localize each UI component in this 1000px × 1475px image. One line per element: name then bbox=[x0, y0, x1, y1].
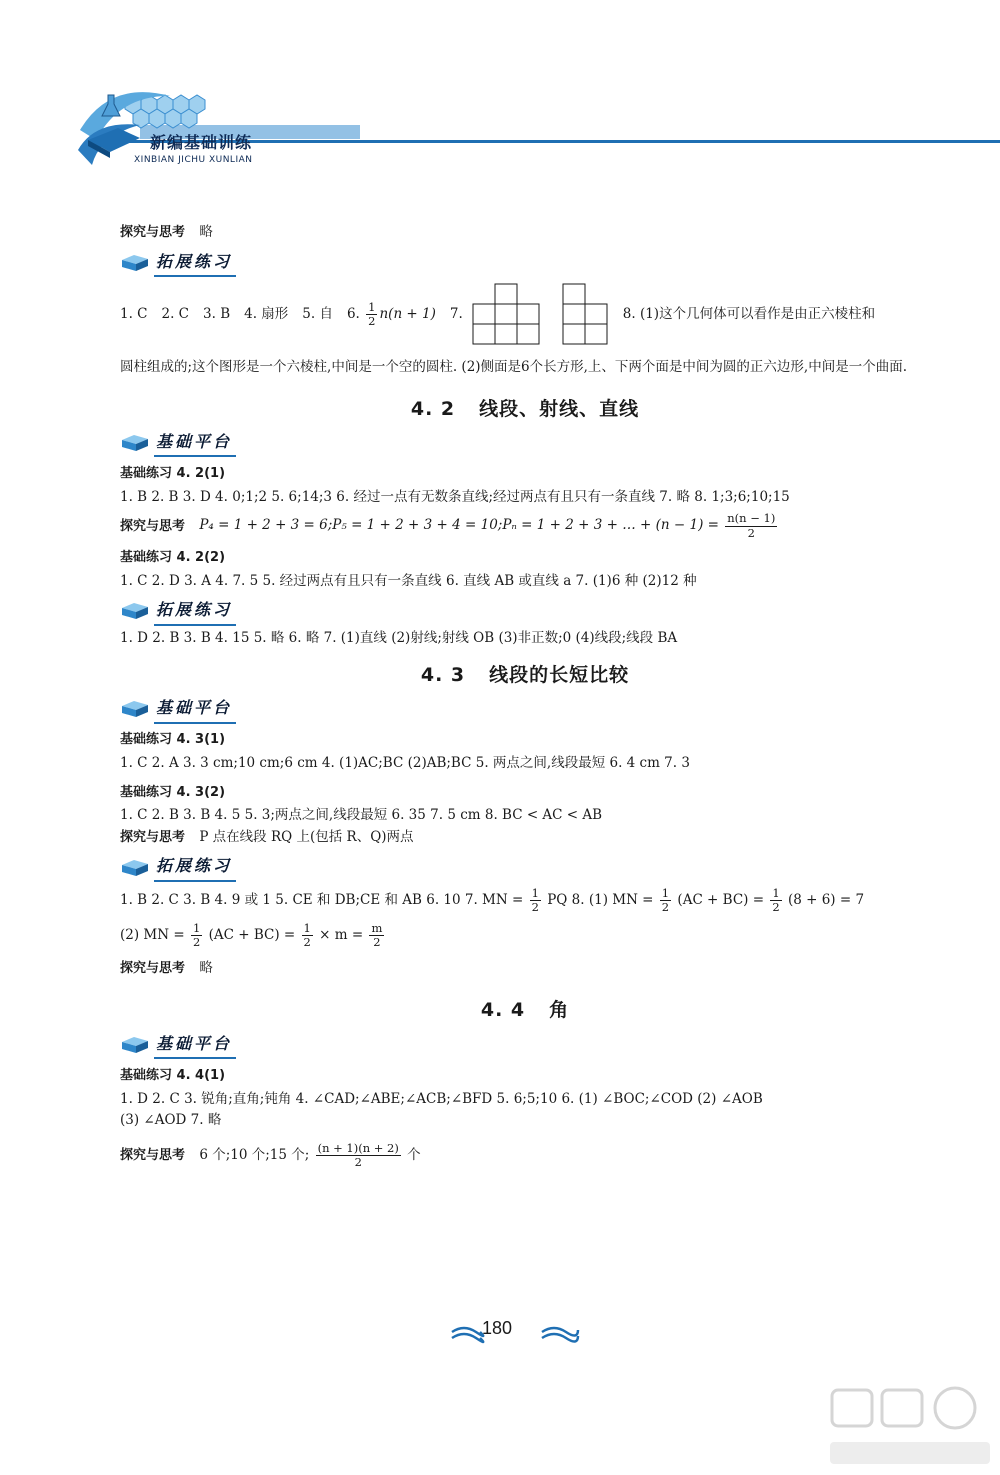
answer-item: 4. 扇形 bbox=[244, 306, 289, 322]
fraction-den: 2 bbox=[303, 935, 311, 950]
fraction-num: n(n − 1) bbox=[727, 511, 776, 526]
cube-icon bbox=[120, 253, 150, 273]
answer-segment: × m = bbox=[319, 927, 364, 944]
fraction-num: m bbox=[371, 921, 383, 936]
cube-icon bbox=[120, 433, 150, 453]
answer-segment: PQ 8. (1) MN = bbox=[547, 892, 654, 908]
fraction-den: 2 bbox=[373, 935, 381, 950]
answer-segment: (2) MN = bbox=[120, 927, 185, 944]
fraction-num: 1 bbox=[661, 885, 670, 900]
answer-line bbox=[120, 887, 930, 914]
tanjiu-formula: P₄ = 1 + 2 + 3 = 6;P₅ = 1 + 2 + 3 + 4 = 10;Pₙ = 1 + 2 + 3 + … + (n − 1) = bbox=[199, 517, 719, 534]
answer-6-expr: n(n + 1) bbox=[379, 306, 436, 323]
tanjiu-answer: 略 bbox=[199, 224, 213, 240]
answer-line: 1. C 2. D 3. A 4. 7. 5 5. 经过两点有且只有一条直线 6. 直线 AB 或直线 a 7. (1)6 种 (2)12 种 bbox=[120, 572, 697, 589]
section-title-4-3 bbox=[120, 660, 930, 690]
cube-icon bbox=[120, 601, 150, 621]
tanjiu-label: 探究与思考 bbox=[120, 1148, 186, 1164]
exercise-label: 基础练习 4. 4(1) bbox=[120, 1067, 226, 1083]
page-number: 180 bbox=[482, 1318, 513, 1338]
cube-icon bbox=[120, 858, 150, 878]
answer-segment: (8 + 6) = 7 bbox=[787, 892, 865, 908]
header-title: 新编基础训练 bbox=[150, 133, 253, 152]
page-header bbox=[0, 0, 1000, 200]
answer-line: 1. D 2. B 3. B 4. 15 5. 略 6. 略 7. (1)直线 (2)射线;射线 OB (3)非正数;0 (4)线段;线段 BA bbox=[120, 630, 678, 647]
answer-7-prefix: 7. bbox=[449, 306, 463, 322]
fraction bbox=[725, 512, 777, 539]
tanjiu-row bbox=[120, 1142, 930, 1169]
fraction-den: 2 bbox=[661, 900, 670, 914]
fraction-den: 2 bbox=[747, 525, 755, 540]
answer-line: 1. C 2. B 3. B 4. 5 5. 3;两点之间,线段最短 6. 35 7. 5 cm 8. BC < AC < AB bbox=[120, 807, 603, 824]
view-grid-figure-side bbox=[561, 282, 609, 348]
fraction bbox=[316, 1142, 401, 1169]
watermark-logo-icon bbox=[820, 1380, 1000, 1475]
fraction-den: 2 bbox=[772, 900, 780, 914]
answer-8-continued: 圆柱组成的;这个图形是一个六棱柱,中间是一个空的圆柱. (2)侧面是6个长方形,上、下两个面是中间为圆的正六边形,中间是一个曲面. bbox=[120, 358, 908, 375]
tz1-answers bbox=[120, 280, 930, 350]
fraction bbox=[530, 887, 541, 914]
fraction bbox=[191, 922, 202, 949]
answer-item: 5. 自 bbox=[302, 306, 333, 322]
tanjiu-answer: 6 个;10 个;15 个; bbox=[199, 1147, 310, 1164]
exercise-label: 基础练习 4. 2(2) bbox=[120, 549, 226, 565]
tanjiu-label: 探究与思考 bbox=[120, 225, 186, 240]
answer-segment: 1. B 2. C 3. B 4. 9 或 1 5. CE 和 DB;CE 和 AB 6. 10 7. MN = bbox=[120, 892, 524, 908]
exercise-label: 基础练习 4. 3(2) bbox=[120, 784, 226, 800]
fraction-den: 2 bbox=[192, 935, 201, 950]
tuozhan-badge-label: 拓展练习 bbox=[154, 597, 236, 626]
section-number: 4. 4 bbox=[480, 999, 526, 1022]
cube-icon bbox=[120, 699, 150, 719]
exercise-label: 基础练习 4. 2(1) bbox=[120, 466, 226, 481]
tuozhan-badge bbox=[120, 855, 930, 881]
tanjiu-suffix: 个 bbox=[407, 1147, 421, 1164]
fraction-num: (n + 1)(n + 2) bbox=[317, 1140, 399, 1155]
answer-item-6 bbox=[347, 301, 436, 328]
header-decoration-icon bbox=[0, 0, 1000, 200]
tuozhan-badge-label: 拓展练习 bbox=[154, 853, 236, 882]
section-name: 线段、射线、直线 bbox=[479, 397, 640, 420]
tanjiu-row bbox=[120, 958, 930, 980]
fraction-den: 2 bbox=[531, 900, 539, 914]
fraction bbox=[366, 301, 377, 328]
answer-line: 1. C 2. A 3. 3 cm;10 cm;6 cm 4. (1)AC;BC (2)AB;BC 5. 两点之间,线段最短 6. 4 cm 7. 3 bbox=[120, 755, 690, 771]
answer-line: 1. D 2. C 3. 锐角;直角;钝角 4. ∠CAD;∠ABE;∠ACB;∠BFD 5. 6;5;10 6. (1) ∠BOC;∠COD (2) ∠AOB bbox=[120, 1090, 763, 1107]
answer-item-7 bbox=[450, 282, 609, 348]
jichu-badge-label: 基础平台 bbox=[154, 1031, 236, 1060]
answer-content bbox=[120, 222, 930, 1169]
exercise-label: 基础练习 4. 3(1) bbox=[120, 732, 226, 748]
fraction-num: 1 bbox=[303, 921, 311, 936]
section-name: 线段的长短比较 bbox=[489, 663, 630, 686]
jichu-badge-label: 基础平台 bbox=[154, 429, 236, 458]
tanjiu-row bbox=[120, 222, 930, 244]
fraction-den: 2 bbox=[368, 314, 376, 329]
answer-6-prefix: 6. bbox=[346, 306, 360, 323]
fraction bbox=[369, 922, 384, 949]
fraction-num: 1 bbox=[531, 885, 539, 900]
tanjiu-label: 探究与思考 bbox=[120, 829, 186, 845]
answer-line bbox=[120, 922, 930, 949]
tanjiu-label: 探究与思考 bbox=[120, 518, 186, 534]
jichu-badge bbox=[120, 696, 930, 722]
view-grid-figure-front bbox=[471, 282, 541, 348]
tuozhan-badge bbox=[120, 250, 930, 276]
fraction-num: 1 bbox=[772, 885, 780, 900]
tanjiu-answer: 略 bbox=[199, 959, 213, 976]
section-number: 4. 3 bbox=[420, 663, 466, 686]
tuozhan-badge bbox=[120, 598, 930, 624]
section-title-4-2 bbox=[120, 394, 930, 424]
tanjiu-row bbox=[120, 827, 930, 849]
jichu-badge bbox=[120, 1032, 930, 1058]
fraction-den: 2 bbox=[354, 1155, 362, 1170]
tanjiu-row bbox=[120, 512, 930, 539]
tanjiu-label: 探究与思考 bbox=[120, 960, 186, 976]
header-subtitle: XINBIAN JICHU XUNLIAN bbox=[134, 155, 253, 165]
jichu-badge bbox=[120, 430, 930, 456]
answer-item-8: 8. (1)这个几何体可以看作是由正六棱柱和 bbox=[622, 306, 876, 322]
answer-item: 3. B bbox=[203, 306, 231, 322]
section-number: 4. 2 bbox=[410, 397, 456, 420]
fraction-num: 1 bbox=[368, 300, 376, 315]
answer-line: 1. B 2. B 3. D 4. 0;1;2 5. 6;14;3 6. 经过一点有无数条直线;经过两点有且只有一条直线 7. 略 8. 1;3;6;10;15 bbox=[120, 488, 790, 505]
tuozhan-badge-label: 拓展练习 bbox=[154, 249, 236, 278]
jichu-badge-label: 基础平台 bbox=[154, 695, 236, 724]
fraction bbox=[302, 922, 313, 949]
cube-icon bbox=[120, 1035, 150, 1055]
answer-segment: (AC + BC) = bbox=[208, 927, 296, 944]
tanjiu-answer: P 点在线段 RQ 上(包括 R、Q)两点 bbox=[199, 828, 414, 845]
fraction-num: 1 bbox=[192, 921, 201, 936]
fraction bbox=[770, 887, 781, 914]
fraction bbox=[660, 887, 671, 914]
answer-item: 2. C bbox=[161, 306, 190, 322]
section-name: 角 bbox=[549, 999, 570, 1022]
answer-segment: (AC + BC) = bbox=[677, 892, 765, 908]
page-number-wave-icon bbox=[450, 1318, 580, 1348]
answer-item: 1. C bbox=[120, 306, 148, 322]
answer-line: (3) ∠AOD 7. 略 bbox=[120, 1112, 222, 1129]
section-title-4-4 bbox=[120, 995, 930, 1025]
